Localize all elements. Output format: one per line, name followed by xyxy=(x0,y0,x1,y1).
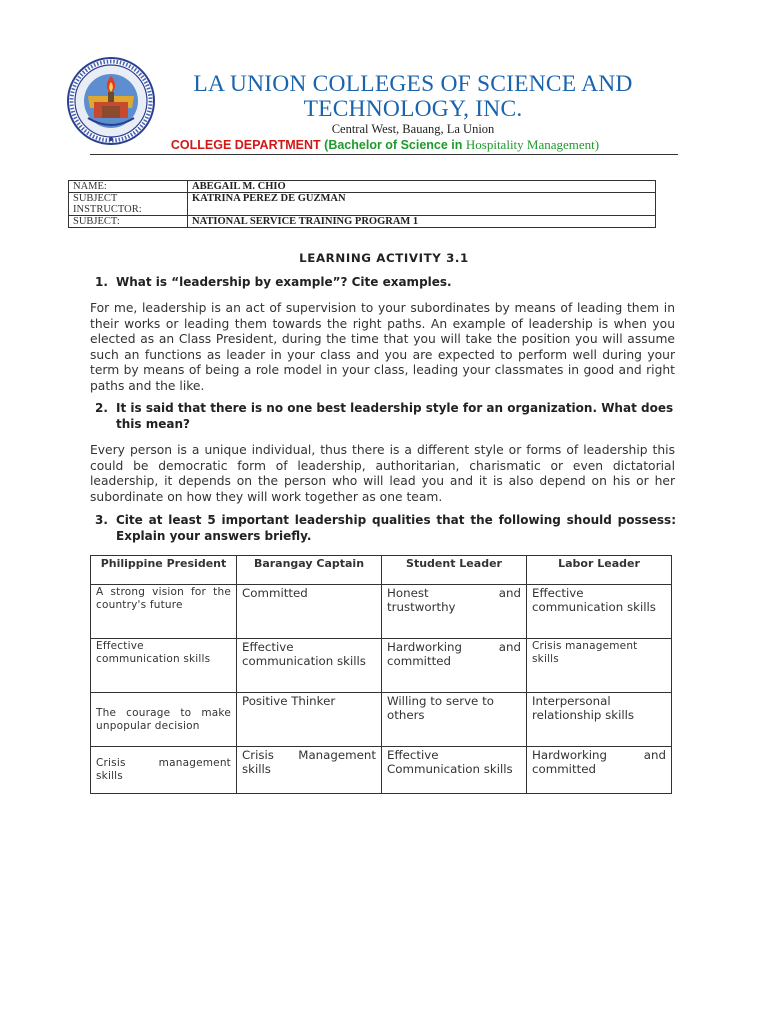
question-text: Cite at least 5 important leadership qualities that the following should possess: Explain your answers briefly. xyxy=(116,513,676,543)
answer-2: Every person is a unique individual, thus there is a different style or forms of leadership this could be democratic form of leadership, authoritarian, charismatic or even dictatorial leadership, it depends on the person who will lead you and it is also depend on his or her subordinate on how they will work together as one team. xyxy=(90,443,675,504)
table-cell: Hardworking and committed xyxy=(382,639,527,693)
info-row-name xyxy=(69,181,656,193)
info-row-instructor xyxy=(69,193,656,216)
table-cell: Hardworking and committed xyxy=(527,747,672,794)
column-header: Philippine President xyxy=(91,556,237,585)
answer-1: For me, leadership is an act of supervision to your subordinates by means of leading them in their works or leading them towards the right paths. An example of leadership is when you elected as an Class President, during the time that you will take the position you will assume such an functions as leader in your class and you are expected to perform well during your term by means of being a role model in your class, leading your classmates in good and right paths and the like. xyxy=(90,301,675,393)
table-row xyxy=(91,585,672,639)
table-cell: Effective Communication skills xyxy=(382,747,527,794)
question-1 xyxy=(95,274,676,290)
program-degree: Bachelor of Science in xyxy=(328,138,463,152)
college-seal-icon xyxy=(66,56,156,146)
question-number: 2. xyxy=(95,401,108,415)
info-value: ABEGAIL M. CHIO xyxy=(188,181,656,193)
table-cell: Committed xyxy=(237,585,382,639)
column-header: Student Leader xyxy=(382,556,527,585)
table-cell: The courage to make unpopular decision xyxy=(91,693,237,747)
department-line xyxy=(90,137,680,153)
department-name: COLLEGE DEPARTMENT xyxy=(170,138,321,152)
question-2 xyxy=(95,400,676,432)
table-cell: Crisis Management skills xyxy=(237,747,382,794)
table-cell: A strong vision for the country's future xyxy=(91,585,237,639)
question-number: 1. xyxy=(95,275,108,289)
table-cell: Crisis management skills xyxy=(91,747,237,794)
info-key: SUBJECT INSTRUCTOR: xyxy=(69,193,188,216)
student-info-table xyxy=(68,180,656,228)
table-row xyxy=(91,639,672,693)
table-cell: Crisis management skills xyxy=(527,639,672,693)
table-cell: Willing to serve to others xyxy=(382,693,527,747)
table-cell: Honest and trustworthy xyxy=(382,585,527,639)
question-number: 3. xyxy=(95,513,108,527)
table-cell: Interpersonal relationship skills xyxy=(527,693,672,747)
header-divider xyxy=(90,154,678,155)
table-header-row xyxy=(91,556,672,585)
program-open-paren: ( xyxy=(324,138,329,152)
college-name: LA UNION COLLEGES OF SCIENCE AND TECHNOLOGY, INC. xyxy=(193,71,633,122)
program-major: Hospitality Management) xyxy=(465,137,600,152)
info-key: NAME: xyxy=(69,181,188,193)
table-cell: Effective communication skills xyxy=(91,639,237,693)
info-value: KATRINA PEREZ DE GUZMAN xyxy=(188,193,656,216)
question-text: What is “leadership by example”? Cite examples. xyxy=(116,275,452,289)
question-3 xyxy=(95,512,676,544)
table-cell: Effective communication skills xyxy=(527,585,672,639)
info-value: NATIONAL SERVICE TRAINING PROGRAM 1 xyxy=(188,216,656,228)
column-header: Labor Leader xyxy=(527,556,672,585)
info-key: SUBJECT: xyxy=(69,216,188,228)
table-cell: Positive Thinker xyxy=(237,693,382,747)
activity-title: LEARNING ACTIVITY 3.1 xyxy=(299,251,469,265)
table-row xyxy=(91,747,672,794)
college-address: Central West, Bauang, La Union xyxy=(331,122,495,136)
table-cell: Effective communication skills xyxy=(237,639,382,693)
question-text: It is said that there is no one best leadership style for an organization. What does this mean? xyxy=(116,401,674,431)
table-row xyxy=(91,693,672,747)
info-row-subject xyxy=(69,216,656,228)
column-header: Barangay Captain xyxy=(237,556,382,585)
leadership-qualities-table xyxy=(90,555,672,794)
